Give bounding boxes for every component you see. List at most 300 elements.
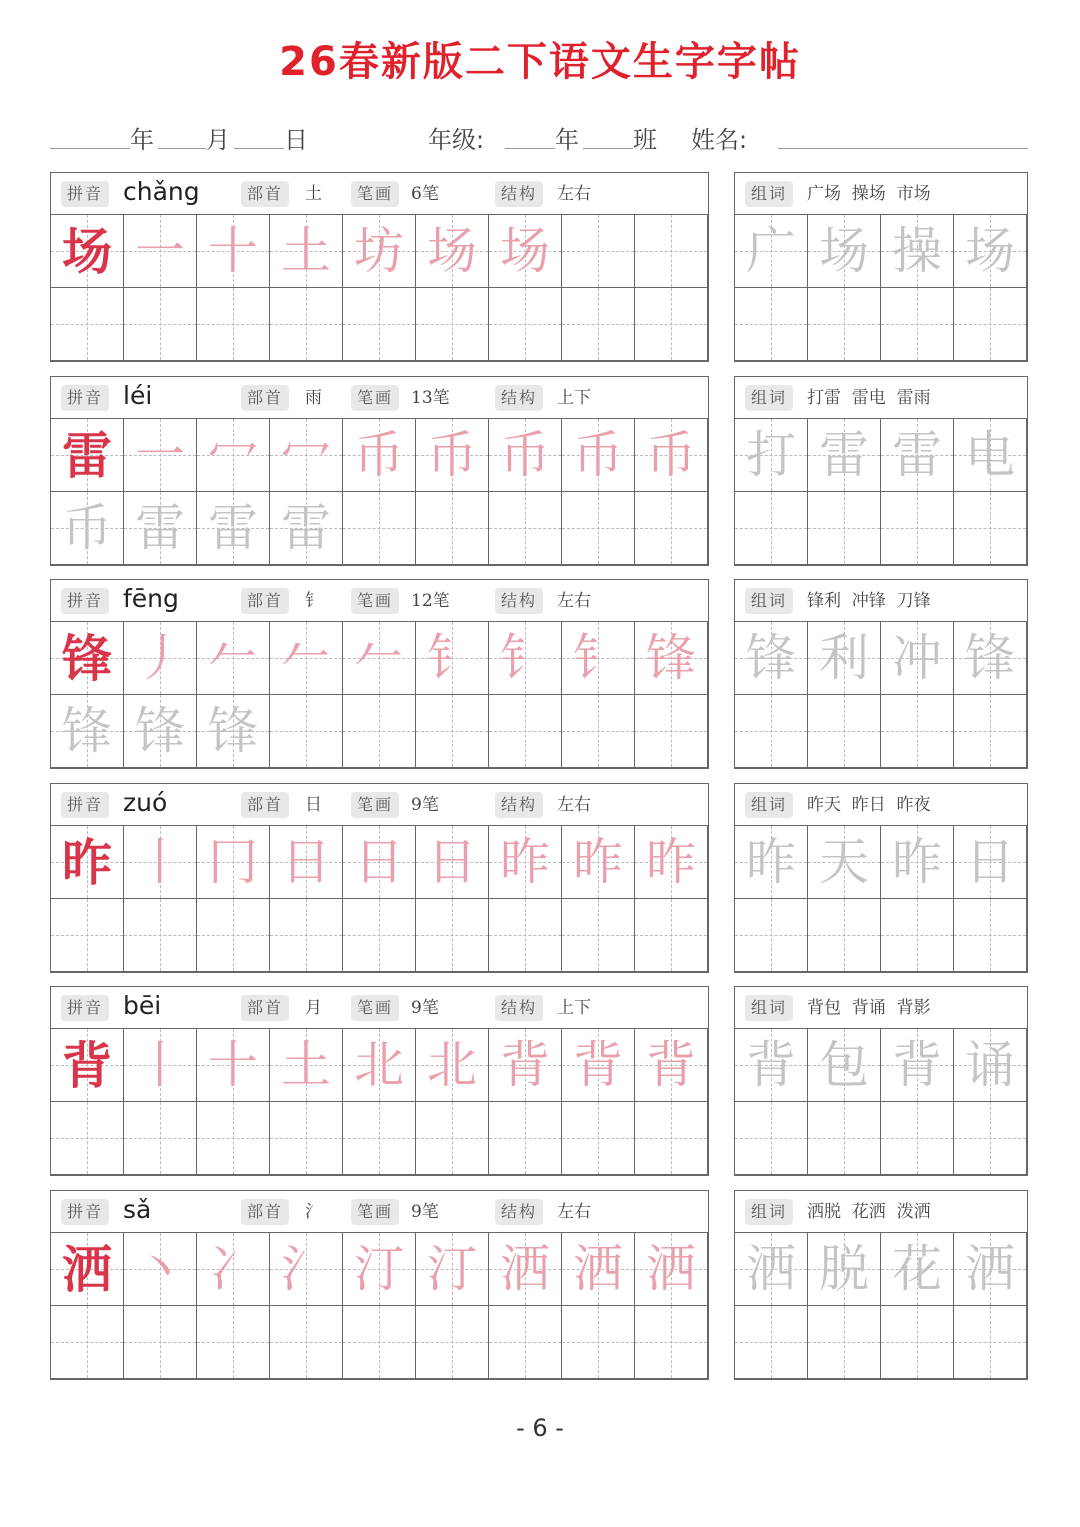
practice-cell[interactable] [416,288,489,361]
practice-cell[interactable] [489,695,562,768]
practice-cell[interactable] [562,288,635,361]
word-cell[interactable] [808,826,881,899]
word-cell[interactable] [954,695,1027,768]
practice-cell[interactable] [51,215,124,288]
structure-value: 左右 [557,1201,591,1222]
practice-character: 丿 [135,629,185,687]
practice-character: 雷 [208,498,258,557]
practice-cell[interactable] [635,1306,708,1379]
grid-guide-horizontal [416,935,488,936]
practice-cell[interactable] [51,1029,124,1102]
practice-cell[interactable] [635,622,708,695]
practice-character: 日 [965,832,1015,891]
practice-cell[interactable] [270,419,343,492]
practice-cell[interactable] [343,1233,416,1306]
word-cell[interactable] [735,1233,808,1306]
practice-cell[interactable] [270,1102,343,1175]
practice-cell[interactable] [124,695,197,768]
word-cell[interactable] [954,1233,1027,1306]
practice-cell[interactable] [489,622,562,695]
strokes-value: 9笔 [411,998,439,1018]
grid-guide-horizontal [808,1342,880,1343]
year-blank[interactable] [50,148,130,149]
practice-character: 日 [427,832,477,891]
word-cell[interactable] [881,1306,954,1379]
practice-cell[interactable] [562,1306,635,1379]
character-block [50,1190,1028,1380]
practice-character: 场 [819,222,869,280]
practice-cell[interactable] [51,492,124,565]
month-label: 月 [206,126,230,154]
practice-character: 脱 [819,1239,869,1298]
pinyin-tag: 拼音 [61,181,109,207]
practice-cell[interactable] [51,1306,124,1379]
practice-cell[interactable] [124,899,197,972]
practice-cell[interactable] [489,1029,562,1102]
word-practice-box [734,1190,1028,1380]
pinyin-value: léi [123,380,153,410]
practice-cell[interactable] [343,419,416,492]
practice-cell[interactable] [562,695,635,768]
practice-cell[interactable] [562,1029,635,1102]
grid-guide-horizontal [197,1342,269,1343]
grid-guide-horizontal [954,935,1026,936]
practice-cell[interactable] [635,899,708,972]
grid-guide-horizontal [562,251,634,252]
word-cell[interactable] [881,622,954,695]
practice-cell[interactable] [343,492,416,565]
radical-tag: 部首 [241,1199,289,1225]
character-block [50,172,1028,362]
word-practice-box [734,172,1028,362]
practice-cell[interactable] [270,1306,343,1379]
word-cell[interactable] [808,419,881,492]
practice-character: 操 [892,222,942,280]
practice-cell[interactable] [635,419,708,492]
practice-cell[interactable] [489,826,562,899]
words-header [735,784,1027,826]
practice-character: 钅 [427,629,477,687]
words-tag: 组词 [745,181,793,207]
practice-cell[interactable] [343,1306,416,1379]
practice-cell[interactable] [343,288,416,361]
strokes-value: 9笔 [411,794,439,815]
practice-cell[interactable] [197,1029,270,1102]
grid-guide-horizontal [124,1138,196,1139]
character-block [50,376,1028,566]
practice-cell[interactable] [635,288,708,361]
radical-value: 日 [305,794,322,815]
word-cell[interactable] [881,215,954,288]
practice-cell[interactable] [416,1102,489,1175]
word-practice-box [734,376,1028,566]
words-header [735,987,1027,1029]
practice-cell[interactable] [124,1102,197,1175]
grid-guide-horizontal [270,935,342,936]
radical-tag: 部首 [241,995,289,1021]
practice-cell[interactable] [489,899,562,972]
practice-character: 洒 [62,1239,112,1299]
practice-cell[interactable] [51,288,124,361]
grid-guide-horizontal [881,731,953,732]
word-cell[interactable] [808,899,881,972]
practice-character: 一 [135,222,185,280]
practice-cell[interactable] [343,695,416,768]
practice-cell[interactable] [635,1102,708,1175]
practice-cell[interactable] [416,1306,489,1379]
grid-guide-horizontal [343,1138,415,1139]
strokes-tag: 笔画 [351,1199,399,1225]
practice-character: 丶 [135,1239,185,1298]
practice-cell[interactable] [270,899,343,972]
day-label: 日 [284,126,308,154]
character-practice-box [50,986,709,1176]
practice-character: 场 [965,222,1015,280]
practice-cell[interactable] [635,826,708,899]
grid-guide-horizontal [416,324,488,325]
practice-character: 背 [500,1036,550,1094]
practice-cell[interactable] [416,492,489,565]
practice-cell[interactable] [635,1029,708,1102]
practice-cell[interactable] [124,826,197,899]
pinyin-tag: 拼音 [61,588,109,614]
practice-character: 𠂉 [354,629,404,687]
practice-cell[interactable] [51,899,124,972]
word-cell[interactable] [954,492,1027,565]
pinyin-tag: 拼音 [61,385,109,411]
pinyin-value: chǎng [123,177,200,206]
practice-cell[interactable] [270,695,343,768]
grid-guide-horizontal [635,1342,707,1343]
class-label: 班 [633,126,657,154]
practice-cell[interactable] [343,215,416,288]
word-cell[interactable] [808,1102,881,1175]
grid-guide-horizontal [270,1342,342,1343]
word-cell[interactable] [808,1306,881,1379]
practice-character: 北 [427,1036,477,1094]
practice-cell[interactable] [197,492,270,565]
practice-cell[interactable] [635,1233,708,1306]
grid-guide-horizontal [635,251,707,252]
practice-cell[interactable] [635,215,708,288]
word-cell[interactable] [735,1306,808,1379]
practice-cell[interactable] [270,1029,343,1102]
grid-guide-horizontal [808,528,880,529]
practice-character: 锋 [62,702,112,760]
practice-cell[interactable] [124,1233,197,1306]
word-cell[interactable] [735,899,808,972]
practice-cell[interactable] [343,826,416,899]
practice-character: 洒 [500,1239,550,1298]
word-cell[interactable] [881,695,954,768]
practice-cell[interactable] [51,1233,124,1306]
practice-cell[interactable] [124,288,197,361]
word-practice-box [734,783,1028,973]
grade-blank[interactable] [505,148,555,149]
practice-cell[interactable] [197,288,270,361]
words-header [735,580,1027,622]
practice-character: 冲 [892,629,942,687]
practice-cell[interactable] [489,1306,562,1379]
word-cell[interactable] [881,492,954,565]
word-cell[interactable] [954,1029,1027,1102]
practice-character: 洒 [646,1239,696,1298]
practice-cell[interactable] [124,492,197,565]
practice-cell[interactable] [489,419,562,492]
practice-cell[interactable] [270,622,343,695]
word-cell[interactable] [735,215,808,288]
words-header [735,1191,1027,1233]
grid-guide-horizontal [489,1138,561,1139]
practice-cell[interactable] [489,492,562,565]
practice-cell[interactable] [51,826,124,899]
practice-cell[interactable] [562,492,635,565]
character-practice-box [50,579,709,769]
grid-guide-horizontal [881,1138,953,1139]
practice-cell[interactable] [51,622,124,695]
strokes-tag: 笔画 [351,792,399,818]
character-block [50,783,1028,973]
practice-cell[interactable] [562,1102,635,1175]
practice-cell[interactable] [197,215,270,288]
grid-guide-horizontal [635,528,707,529]
practice-cell[interactable] [562,215,635,288]
practice-character: 锋 [208,702,258,760]
practice-cell[interactable] [416,622,489,695]
word-cell[interactable] [808,1233,881,1306]
practice-character: 天 [819,832,869,891]
practice-cell[interactable] [343,1102,416,1175]
practice-character: 日 [354,832,404,891]
word-cell[interactable] [881,1233,954,1306]
word-cell[interactable] [881,1102,954,1175]
practice-character: 锋 [746,629,796,687]
practice-cell[interactable] [124,1029,197,1102]
words-tag: 组词 [745,1199,793,1225]
practice-character: 背 [62,1036,112,1095]
grid-guide-horizontal [808,935,880,936]
grid-guide-horizontal [954,1138,1026,1139]
practice-cell[interactable] [635,695,708,768]
practice-cell[interactable] [416,826,489,899]
practice-character: 冖 [208,425,258,484]
strokes-value: 13笔 [411,387,450,408]
grid-guide-horizontal [954,731,1026,732]
practice-cell[interactable] [270,492,343,565]
practice-character: 十 [208,1036,258,1094]
structure-value: 上下 [557,998,591,1018]
grid-guide-horizontal [954,324,1026,325]
practice-cell[interactable] [562,1233,635,1306]
practice-character: 钅 [500,629,550,687]
practice-character: 昨 [62,832,112,892]
grid-guide-horizontal [735,1138,807,1139]
character-block [50,579,1028,769]
practice-cell[interactable] [197,1306,270,1379]
grid-guide-horizontal [635,1138,707,1139]
practice-character: 雷 [892,425,942,484]
word-cell[interactable] [808,215,881,288]
word-cell[interactable] [954,215,1027,288]
words-header [735,377,1027,419]
word-cell[interactable] [881,288,954,361]
practice-character: 昨 [746,832,796,891]
practice-cell[interactable] [489,1233,562,1306]
practice-cell[interactable] [197,622,270,695]
word-cell[interactable] [808,622,881,695]
practice-character: 背 [573,1036,623,1094]
info-row [50,118,1028,154]
practice-cell[interactable] [562,899,635,972]
class-blank[interactable] [583,148,633,149]
practice-cell[interactable] [197,899,270,972]
word-cell[interactable] [735,419,808,492]
practice-character: 一 [135,425,185,484]
word-cell[interactable] [735,1102,808,1175]
practice-cell[interactable] [51,1102,124,1175]
words-list: 背包 背诵 背影 [807,998,931,1018]
word-cell[interactable] [881,899,954,972]
grid-guide-horizontal [416,731,488,732]
grid-guide-horizontal [416,1138,488,1139]
practice-cell[interactable] [270,288,343,361]
name-blank[interactable] [778,148,1028,149]
practice-cell[interactable] [489,215,562,288]
practice-character: 十 [208,222,258,280]
radical-tag: 部首 [241,792,289,818]
practice-character: 广 [746,222,796,280]
structure-tag: 结构 [495,1199,543,1225]
practice-cell[interactable] [343,899,416,972]
month-blank[interactable] [158,148,206,149]
word-cell[interactable] [808,1029,881,1102]
radical-tag: 部首 [241,385,289,411]
practice-cell[interactable] [416,1029,489,1102]
word-cell[interactable] [808,288,881,361]
strokes-tag: 笔画 [351,588,399,614]
practice-cell[interactable] [416,695,489,768]
word-cell[interactable] [735,492,808,565]
character-practice-box [50,1190,709,1380]
grid-guide-horizontal [808,1138,880,1139]
practice-cell[interactable] [416,215,489,288]
practice-cell[interactable] [635,492,708,565]
practice-cell[interactable] [197,1233,270,1306]
pinyin-value: sǎ [123,1194,152,1224]
word-cell[interactable] [954,622,1027,695]
practice-character: 土 [281,1036,331,1094]
practice-cell[interactable] [562,826,635,899]
word-cell[interactable] [735,1029,808,1102]
practice-cell[interactable] [51,695,124,768]
word-cell[interactable] [735,288,808,361]
word-cell[interactable] [735,695,808,768]
grid-guide-horizontal [635,324,707,325]
word-cell[interactable] [954,826,1027,899]
grid-guide-horizontal [489,528,561,529]
strokes-value: 9笔 [411,1201,439,1222]
practice-cell[interactable] [270,1233,343,1306]
grade-label: 年级: [428,126,485,154]
word-cell[interactable] [808,492,881,565]
practice-character: 锋 [965,629,1015,687]
practice-character: 丨 [135,1036,185,1094]
word-cell[interactable] [954,288,1027,361]
word-cell[interactable] [954,419,1027,492]
practice-cell[interactable] [51,419,124,492]
grid-guide-horizontal [735,528,807,529]
practice-cell[interactable] [197,419,270,492]
practice-character: 氵 [281,1239,331,1298]
grid-guide-horizontal [343,731,415,732]
grid-guide-horizontal [51,324,123,325]
practice-cell[interactable] [562,419,635,492]
strokes-value: 12笔 [411,591,450,611]
practice-cell[interactable] [343,1029,416,1102]
practice-cell[interactable] [270,215,343,288]
structure-tag: 结构 [495,181,543,207]
practice-cell[interactable] [197,695,270,768]
practice-cell[interactable] [416,1233,489,1306]
practice-cell[interactable] [416,419,489,492]
practice-cell[interactable] [343,622,416,695]
grid-guide-horizontal [270,1138,342,1139]
practice-cell[interactable] [197,1102,270,1175]
word-cell[interactable] [735,622,808,695]
name-label: 姓名: [691,126,748,154]
practice-cell[interactable] [489,288,562,361]
practice-character: 背 [646,1036,696,1094]
structure-value: 左右 [557,184,591,204]
practice-character: 洒 [965,1239,1015,1298]
word-cell[interactable] [954,1306,1027,1379]
character-practice-box [50,783,709,973]
strokes-tag: 笔画 [351,385,399,411]
word-cell[interactable] [881,1029,954,1102]
practice-cell[interactable] [124,419,197,492]
practice-cell[interactable] [124,1306,197,1379]
practice-character: 昨 [892,832,942,891]
grid-guide-horizontal [489,324,561,325]
practice-cell[interactable] [489,1102,562,1175]
character-info-header [51,580,708,622]
grid-guide-horizontal [881,528,953,529]
word-cell[interactable] [735,826,808,899]
words-list: 洒脱 花洒 泼洒 [807,1201,931,1222]
structure-tag: 结构 [495,588,543,614]
words-list: 广场 操场 市场 [807,184,931,204]
practice-cell[interactable] [124,215,197,288]
practice-cell[interactable] [124,622,197,695]
word-cell[interactable] [954,899,1027,972]
word-cell[interactable] [954,1102,1027,1175]
day-blank[interactable] [234,148,284,149]
practice-character: 花 [892,1239,942,1298]
practice-cell[interactable] [270,826,343,899]
practice-character: 背 [746,1036,796,1094]
word-cell[interactable] [808,695,881,768]
grid-guide-horizontal [562,1342,634,1343]
word-cell[interactable] [881,826,954,899]
grid-guide-horizontal [270,324,342,325]
practice-cell[interactable] [197,826,270,899]
practice-character: 诵 [965,1036,1015,1094]
practice-cell[interactable] [416,899,489,972]
grid-guide-horizontal [735,731,807,732]
practice-character: 日 [281,832,331,891]
word-cell[interactable] [881,419,954,492]
practice-cell[interactable] [562,622,635,695]
